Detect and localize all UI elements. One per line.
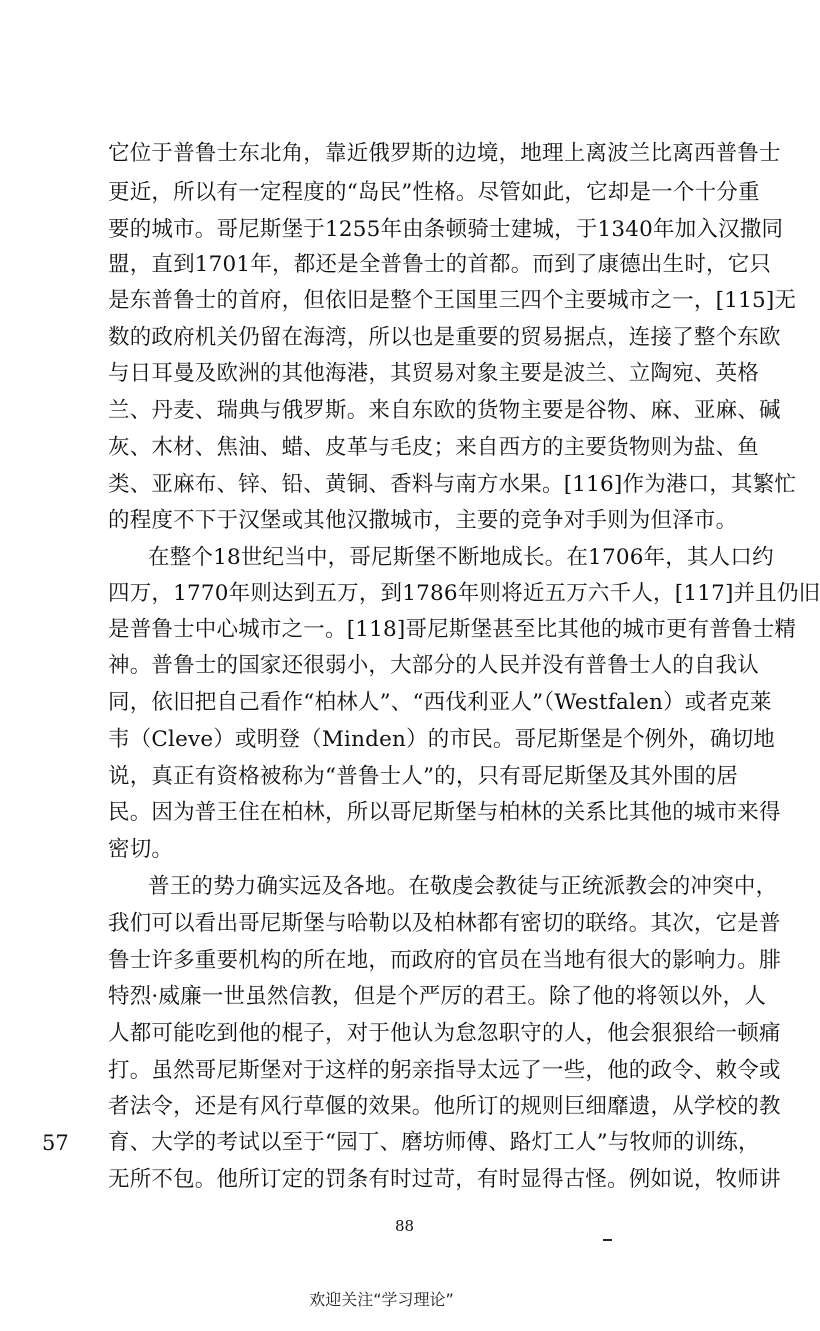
body-line: 更近，所以有一定程度的“岛民”性格。尽管如此，它却是一个十分重	[108, 180, 760, 205]
body-line: 四万，1770年则达到五万，到1786年则将近五万六千人，[117]并且仍旧	[108, 581, 820, 606]
body-line: 民。因为普王住在柏林，所以哥尼斯堡与柏林的关系比其他的城市来得	[108, 800, 781, 825]
body-line: 我们可以看出哥尼斯堡与哈勒以及柏林都有密切的联络。其次，它是普	[108, 911, 781, 936]
body-line: 人都可能吃到他的棍子，对于他认为怠忽职守的人，他会狠狠给一顿痛	[108, 1021, 781, 1046]
body-line: 说，真正有资格被称为“普鲁士人”的，只有哥尼斯堡及其外围的居	[108, 764, 738, 789]
body-line: 数的政府机关仍留在海湾，所以也是重要的贸易据点，连接了整个东欧	[108, 325, 781, 350]
body-line: 韦（Cleve）或明登（Minden）的市民。哥尼斯堡是个例外，确切地	[108, 727, 775, 752]
body-line: 者法令，还是有风行草偃的效果。他所订的规则巨细靡遗，从学校的教	[108, 1094, 781, 1119]
body-line: 密切。	[108, 837, 174, 862]
body-line: 要的城市。哥尼斯堡于1255年由条顿骑士建城，于1340年加入汉撒同	[108, 217, 784, 242]
body-line: 类、亚麻布、锌、铅、黄铜、香料与南方水果。[116]作为港口，其繁忙	[108, 472, 797, 497]
page-number: 88	[395, 1217, 415, 1235]
body-line: 育、大学的考试以至于“园丁、磨坊师傅、路灯工人”与牧师的训练，	[108, 1130, 760, 1155]
body-line: 打。虽然哥尼斯堡对于这样的躬亲指导太远了一些，他的政令、敕令或	[108, 1058, 781, 1083]
body-line: 无所不包。他所订定的罚条有时过苛，有时显得古怪。例如说，牧师讲	[108, 1167, 781, 1192]
margin-page-reference: 57	[42, 1131, 69, 1155]
body-line: 盟，直到1701年，都还是全普鲁士的首都。而到了康德出生时，它只	[108, 252, 772, 277]
body-line: 与日耳曼及欧洲的其他海港，其贸易对象主要是波兰、立陶宛、英格	[108, 361, 760, 386]
body-line: 是普鲁士中心城市之一。[118]哥尼斯堡甚至比其他的城市更有普鲁士精	[108, 617, 797, 642]
body-line: 兰、丹麦、瑞典与俄罗斯。来自东欧的货物主要是谷物、麻、亚麻、碱	[108, 398, 781, 423]
body-line: 它位于普鲁士东北角，靠近俄罗斯的边境，地理上离波兰比离西普鲁士	[108, 141, 781, 166]
body-line: 神。普鲁士的国家还很弱小，大部分的人民并没有普鲁士人的自我认	[108, 653, 760, 678]
body-line: 是东普鲁士的首府，但依旧是整个王国里三四个主要城市之一，[115]无	[108, 288, 797, 313]
body-line: 在整个18世纪当中，哥尼斯堡不断地成长。在1706年，其人口约	[148, 545, 774, 570]
body-line: 同，依旧把自己看作“柏林人”、“西伐利亚人”（Westfalen）或者克莱	[108, 690, 772, 715]
body-line: 灰、木材、焦油、蜡、皮革与毛皮；来自西方的主要货物则为盐、鱼	[108, 435, 760, 460]
body-line: 特烈·威廉一世虽然信教，但是个严厉的君王。除了他的将领以外，人	[108, 984, 767, 1009]
body-line: 普王的势力确实远及各地。在敬虔会教徒与正统派教会的冲突中，	[148, 874, 778, 899]
scan-mark	[603, 1239, 612, 1241]
body-line: 鲁士许多重要机构的所在地，而政府的官员在当地有很大的影响力。腓	[108, 948, 781, 973]
footer-watermark-text: 欢迎关注“学习理论”	[309, 1290, 454, 1309]
body-line: 的程度不下于汉堡或其他汉撒城市，主要的竞争对手则为但泽市。	[108, 508, 738, 533]
